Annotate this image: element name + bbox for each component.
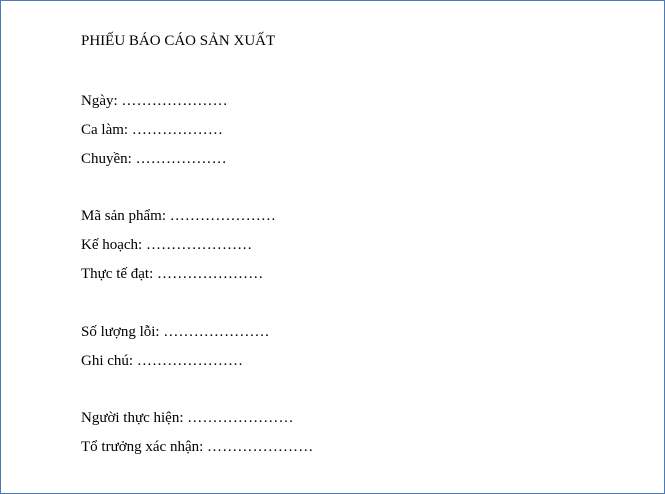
field-plan-blank[interactable]: ………………… — [145, 237, 253, 253]
field-performer — [81, 408, 294, 428]
field-actual-label: Thực tế đạt: — [81, 266, 154, 282]
field-defects-blank[interactable]: ………………… — [163, 324, 270, 340]
field-supervisor — [81, 437, 313, 457]
field-shift — [81, 120, 223, 140]
field-line — [81, 149, 227, 169]
field-product-code — [81, 206, 276, 226]
field-performer-label: Người thực hiện: — [81, 410, 184, 426]
field-defects-label: Số lượng lỗi: — [81, 324, 160, 340]
field-actual-blank[interactable]: ………………… — [157, 266, 264, 282]
field-actual — [81, 264, 263, 284]
field-notes — [81, 351, 243, 371]
field-date — [81, 91, 228, 111]
field-shift-blank[interactable]: ……………… — [131, 122, 224, 138]
field-product-code-blank[interactable]: ………………… — [169, 208, 277, 224]
field-notes-blank[interactable]: ………………… — [136, 353, 244, 369]
field-plan — [81, 235, 252, 255]
document-title: PHIẾU BÁO CÁO SẢN XUẤT — [81, 33, 276, 49]
field-line-label: Chuyền: — [81, 151, 132, 167]
field-performer-blank[interactable]: ………………… — [187, 410, 294, 426]
field-supervisor-label: Tổ trưởng xác nhận: — [81, 439, 204, 455]
field-shift-label: Ca làm: — [81, 122, 129, 138]
field-supervisor-blank[interactable]: ………………… — [207, 439, 314, 455]
field-defects — [81, 322, 270, 342]
field-notes-label: Ghi chú: — [81, 353, 134, 369]
field-line-blank[interactable]: ……………… — [135, 151, 227, 167]
field-date-label: Ngày: — [81, 93, 118, 109]
field-date-blank[interactable]: ………………… — [121, 93, 228, 109]
field-plan-label: Kế hoạch: — [81, 237, 143, 253]
field-product-code-label: Mã sản phẩm: — [81, 208, 166, 224]
